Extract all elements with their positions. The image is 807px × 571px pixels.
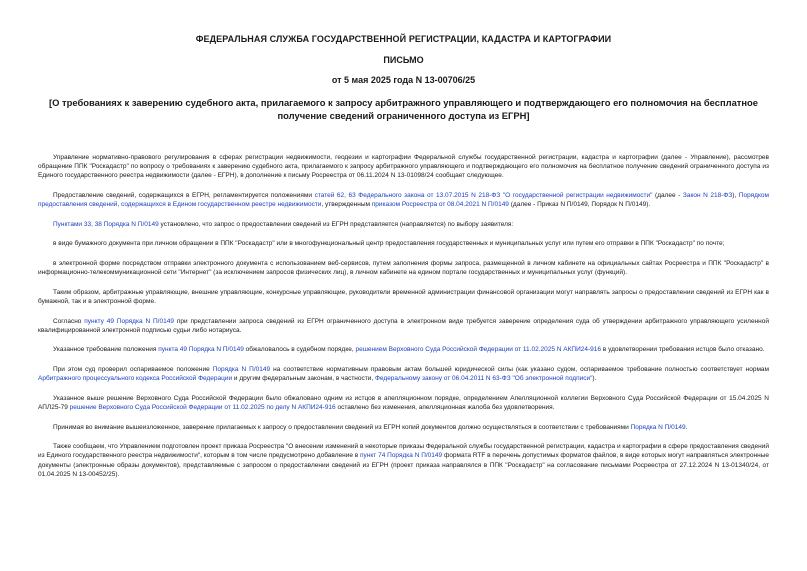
point-74-link[interactable]: пункт 74 Порядка N П/0149: [360, 452, 443, 460]
text-segment: формата RTF в перечень допустимых форматов файлов, в виде которых могут направляться электронные документы (электронные образы документов), представляемые с запросом о предоставлении сведений из ЕГРН (проект приказа направлялся в ППК "Роскадастр" на согласование письмами Росреестра от 27.12.2024 N 13-01340/24, от 01.04.2025 N 13-00452/25).: [38, 452, 769, 478]
law-218-link[interactable]: статей 62, 63 Федерального закона от 13.07.2015 N 218-ФЗ "О государственной регистрации недвижимости": [314, 192, 653, 199]
paragraph-2: [38, 191, 769, 209]
supreme-court-decision-link[interactable]: решением Верховного Суда Российской Федерации от 11.02.2025 N АКПИ24-916: [355, 346, 601, 354]
document-body: [38, 153, 769, 489]
law-218-short-link[interactable]: Закон N 218-ФЗ: [682, 192, 733, 199]
text-segment: Принимая во внимание вышеизложенное, заверение прилагаемых к запросу о предоставлении сведений из ЕГРН копий документов должно осуществляться в соответствии с требованиями: [53, 423, 631, 431]
text-segment: ),: [732, 192, 739, 199]
paragraph-5: в электронной форме посредством отправки электронного документа с использованием веб-сервисов, путем заполнения формы запроса, размещенной в личном кабинете на официальных сайтах Росреестра и ППК "Роскадастр" в информационно-телекоммуникационной сети "Интернет" (за исключением запросов физических лиц), в личном кабинете на едином портале государственных и муниципальных услуг (функций).: [38, 259, 769, 277]
paragraph-11: [38, 423, 769, 432]
document-type: ПИСЬМО: [383, 55, 424, 65]
text-segment: установлено, что запрос о предоставлении сведений из ЕГРН представляется (направляется) по выбору заявителя:: [158, 220, 514, 228]
text-segment: в удовлетворении требования истцов было отказано.: [601, 346, 765, 354]
paragraph-6: Таким образом, арбитражные управляющие, внешние управляющие, конкурсные управляющие, руководители временной администрации финансовой организации могут направлять запросы о предоставлении сведений из ЕГРН как в бумажной, так и в электронной форме.: [38, 288, 769, 305]
arbitration-code-link[interactable]: Арбитражного процессуального кодекса Российской Федерации: [38, 375, 233, 383]
text-segment: .: [685, 423, 688, 431]
text-segment: ).: [592, 375, 597, 383]
text-segment: Предоставление сведений, содержащихся в ЕГРН, регламентируется положениями: [53, 192, 315, 199]
paragraph-4: в виде бумажного документа при личном обращении в ППК "Роскадастр" или в многофункциональный центр предоставления государственных и муниципальных услуг или путем его отправки в ППК "Роскадастр" по почте;: [53, 240, 725, 248]
egrn-procedure-link[interactable]: Порядком предоставления сведений, содержащихся в Едином государственном реестре недвижимости: [38, 192, 769, 209]
paragraph-3: [38, 220, 769, 229]
points-33-38-link[interactable]: Пунктами 33, 38 Порядка N П/0149: [53, 220, 159, 228]
text-segment: (далее - Приказ N П/0149, Порядок N П/0149).: [508, 201, 651, 209]
paragraph-1: Управление нормативно-правового регулирования в сферах регистрации недвижимости, геодезии и картографии Федеральной службы государственной регистрации, кадастра и картографии (далее - Управление), рассмотрев обращение ППК "Роскадастр" по вопросу о требованиях к заверению судебного акта, прилагаемого к запросу арбитражного управляющего и подтверждающего его полномочия на бесплатное получение сведений ограниченного доступа из Единого государственного реестра недвижимости (далее - ЕГРН), в дополнение к письму Росреестра от 06.11.2024 N 13-01098/24 сообщает следующее.: [38, 154, 769, 180]
text-segment: Согласно: [53, 317, 85, 325]
paragraph-12: [38, 442, 769, 479]
procedure-p0149-link[interactable]: Порядка N П/0149: [212, 365, 271, 373]
text-segment: оставлено без изменения, апелляционная жалоба без удовлетворения.: [335, 403, 555, 411]
text-segment: и другим федеральным законам, в частности,: [232, 375, 375, 383]
text-segment: на соответствие нормативным правовым актам большей юридической силы (как указано судом, оспариваемое требование полностью соответствует нормам: [270, 365, 769, 373]
text-segment: Также сообщаем, что Управлением подготовлен проект приказа Росреестра "О внесении изменений в некоторые приказы Федеральной службы государственной регистрации, кадастра и картографии в сфере предоставления сведений из Единого государственного реестра недвижимости", которым в том числе предусмотрено добавление в: [38, 443, 769, 460]
text-segment: , утвержденным: [321, 201, 372, 209]
paragraph-9: [38, 365, 769, 383]
text-segment: (далее -: [652, 192, 683, 199]
text-segment: при представлении запроса сведений из ЕГРН ограниченного доступа в электронном виде требуется заверение определения суда об утверждении арбитражного управляющего усиленной квалифицированной электронной подписью судьи либо нотариуса.: [38, 317, 769, 334]
paragraph-8: [38, 345, 769, 354]
issuing-organization: ФЕДЕРАЛЬНАЯ СЛУЖБА ГОСУДАРСТВЕННОЙ РЕГИСТРАЦИИ, КАДАСТРА И КАРТОГРАФИИ: [195, 34, 612, 44]
point-49-link-2[interactable]: пункта 49 Порядка N П/0149: [158, 346, 244, 354]
document-date-number: от 5 мая 2025 года N 13-00706/25: [331, 75, 476, 85]
text-segment: Указанное выше решение Верховного Суда Российской Федерации было обжаловано одним из истцов в апелляционном порядке, определением Апелляционной коллегии Верховного Суда Российской Федерации от 15.04.2025 N АПЛ25-79: [38, 394, 769, 411]
paragraph-7: [38, 317, 769, 335]
text-segment: Указанное требование положения: [53, 346, 159, 354]
law-63-link[interactable]: Федеральному закону от 06.04.2011 N 63-ФЗ "Об электронной подписи": [374, 375, 593, 383]
rosreestr-order-link[interactable]: приказом Росреестра от 08.04.2021 N П/0149: [371, 201, 509, 209]
procedure-p0149-link-2[interactable]: Порядка N П/0149: [630, 423, 686, 431]
document-title: [О требованиях к заверению судебного акта, прилагаемого к запросу арбитражного управляющего и подтверждающего его полномочия на бесплатное получение сведений ограниченного доступа из ЕГРН]: [49, 97, 758, 121]
text-segment: При этом суд проверил оспариваемое положение: [53, 365, 213, 373]
point-49-link[interactable]: пункту 49 Порядка N П/0149: [84, 317, 174, 325]
supreme-court-case-link[interactable]: решение Верховного Суда Российской Федерации от 11.02.2025 по делу N АКПИ24-916: [69, 403, 336, 411]
paragraph-10: [38, 394, 769, 412]
text-segment: обжаловалось в судебном порядке,: [243, 346, 356, 354]
